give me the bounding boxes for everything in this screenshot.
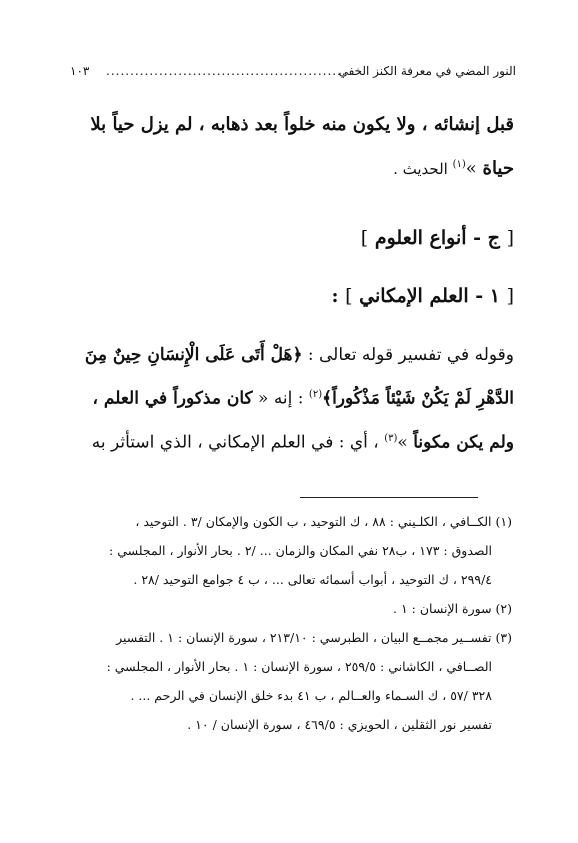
footnote-line: تفسير نور الثقلين ، الحويزي : ٤٦٩/٥ ، سورة الإنسان / ١٠ . bbox=[187, 717, 492, 732]
footnote-ref: (١) bbox=[452, 159, 466, 170]
footnote-line: ٢٩٩/٤ ، ك التوحيد ، أبواب أسمائه تعالى ... ، ب ٤ جوامع التوحيد /٢٨ . bbox=[133, 572, 492, 587]
header-title: النور المضي في معرفة الكنز الخفي bbox=[338, 64, 516, 78]
text-line: ولم يكن مكوناً »$^{(٣)}$ ، أي : في العلم الإمكاني ، الذي استأثر به bbox=[91, 432, 514, 453]
footnote-line: (١) الكــافي ، الكلـيني : ٨٨ ، ك التوحيد ، ب الكون والإمكان /٣ . التوحيد ، bbox=[135, 514, 512, 529]
page-number: ١٠٣ bbox=[70, 64, 90, 78]
running-header bbox=[70, 60, 516, 82]
quran-verse: هَلْ أَتَى عَلَى الْإِنسَانِ حِينٌ مِنَ bbox=[84, 345, 293, 365]
footnotes bbox=[72, 507, 512, 739]
footnote-line: (٢) سورة الإنسان : ١ . bbox=[393, 601, 512, 616]
footnote-line: (٣) تفســير مجمــع البيان ، الطبرسي : ٢١٣/١٠ ، سورة الإنسان : ١ . التفسير bbox=[116, 630, 512, 645]
body-paragraph bbox=[70, 335, 514, 462]
section-heading-c: [ ج - أنواع العلوم ] bbox=[360, 227, 514, 249]
text-line: حياة »$^{(١)}$ الحديث . bbox=[393, 158, 514, 179]
footnote-line: ٣٢٨ /٥٧ ، ك السـماء والعــالم ، ب ٤١ بدء خلق الإنسان في الرحم ... . bbox=[130, 688, 492, 703]
text-line: وقوله في تفسير قوله تعالى : ﴿هَلْ أَتَى عَلَى الْإِنسَانِ حِينٌ مِنَ bbox=[84, 345, 514, 365]
footnote-ref: (٣) bbox=[384, 432, 398, 444]
quran-bracket-close: ﴾ bbox=[322, 388, 333, 409]
quran-bracket-open: ﴿ bbox=[292, 345, 303, 365]
footnote-separator bbox=[300, 497, 478, 498]
footnote-line: الصــافي ، الكاشاني : ٢٥٩/٥ ، سورة الإنسان : ١ . بحار الأنوار ، المجلسي : bbox=[106, 659, 492, 674]
text-line: الدَّهْرِ لَمْ يَكُنْ شَيْئاً مَذْكُوراً﴾$^{(٢)}$ : إنه « كان مذكوراً في العلم ، bbox=[92, 388, 514, 409]
footnote-ref: (٢) bbox=[308, 389, 323, 400]
opening-text bbox=[70, 105, 514, 189]
text-line: قبل إنشائه ، ولا يكون منه خلواً بعد ذهابه ، لم يزل حياً بلا bbox=[90, 114, 514, 135]
section-heading-1: [ ١ - العلم الإمكاني ] : bbox=[331, 285, 514, 307]
footnote-line: الصدوق : ١٧٣ ، ب٢٨ نفي المكان والزمان ... /٢ . بحار الأنوار ، المجلسي : bbox=[109, 543, 492, 558]
header-leader-dots: .................................................. bbox=[106, 64, 347, 78]
